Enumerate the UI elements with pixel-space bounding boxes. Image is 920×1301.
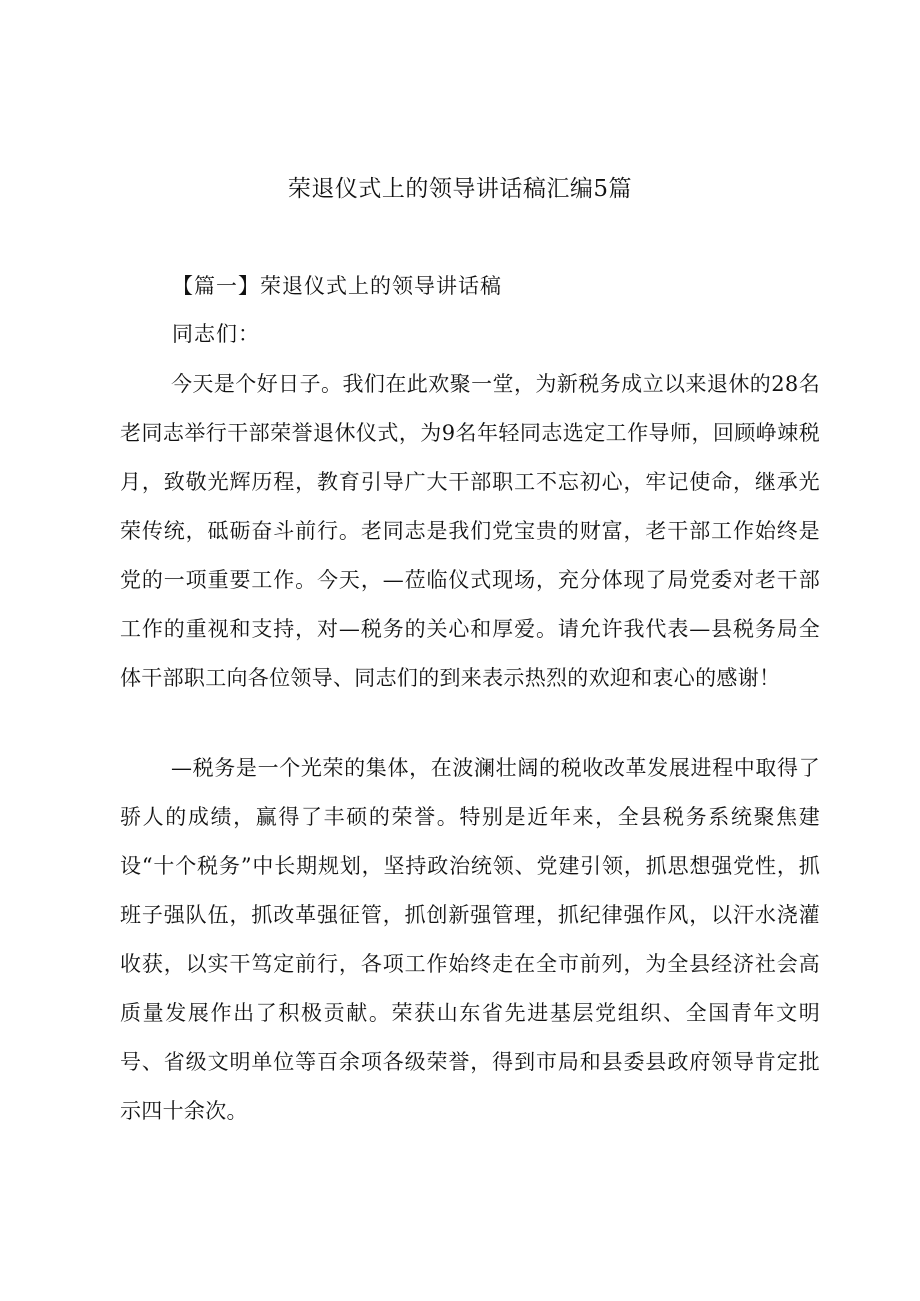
section-heading: 【篇一】荣退仪式上的领导讲话稿 [172,274,502,298]
document-title: 荣退仪式上的领导讲话稿汇编5篇 [287,176,633,202]
body-paragraph-1: 今天是个好日子。我们在此欢聚一堂，为新税务成立以来退休的28名老同志举行干部荣誉退休仪式，为9名年轻同志选定工作导师，回顾峥竦税月，致敬光辉历程，教育引导广大干部职工不忘初心，牢记使命，继承光荣传统，砥砺奋斗前行。老同志是我们党宝贵的财富，老干部工作始终是党的一项重要工作。今天，—莅临仪式现场，充分体现了局党委对老干部工作的重视和支持，对—税务的关心和厚爱。请允许我代表—县税务局全体干部职工向各位领导、同志们的到来表示热烈的欢迎和衷心的感谢！ [120,372,820,690]
body-paragraph-2: —税务是一个光荣的集体，在波澜壮阔的税收改革发展进程中取得了骄人的成绩，赢得了丰硕的荣誉。特别是近年来，全县税务系统聚焦建设“十个税务”中长期规划，坚持政治统领、党建引领，抓思想强党性，抓班子强队伍，抓改革强征管，抓创新强管理，抓纪律强作风，以汗水浇灌收获，以实干笃定前行，各项工作始终走在全市前列，为全县经济社会高质量发展作出了积极贡献。荣获山东省先进基层党组织、全国青年文明号、省级文明单位等百余项各级荣誉，得到市局和县委县政府领导肯定批示四十余次。 [120,756,820,1123]
salutation: 同志们： [172,322,260,346]
